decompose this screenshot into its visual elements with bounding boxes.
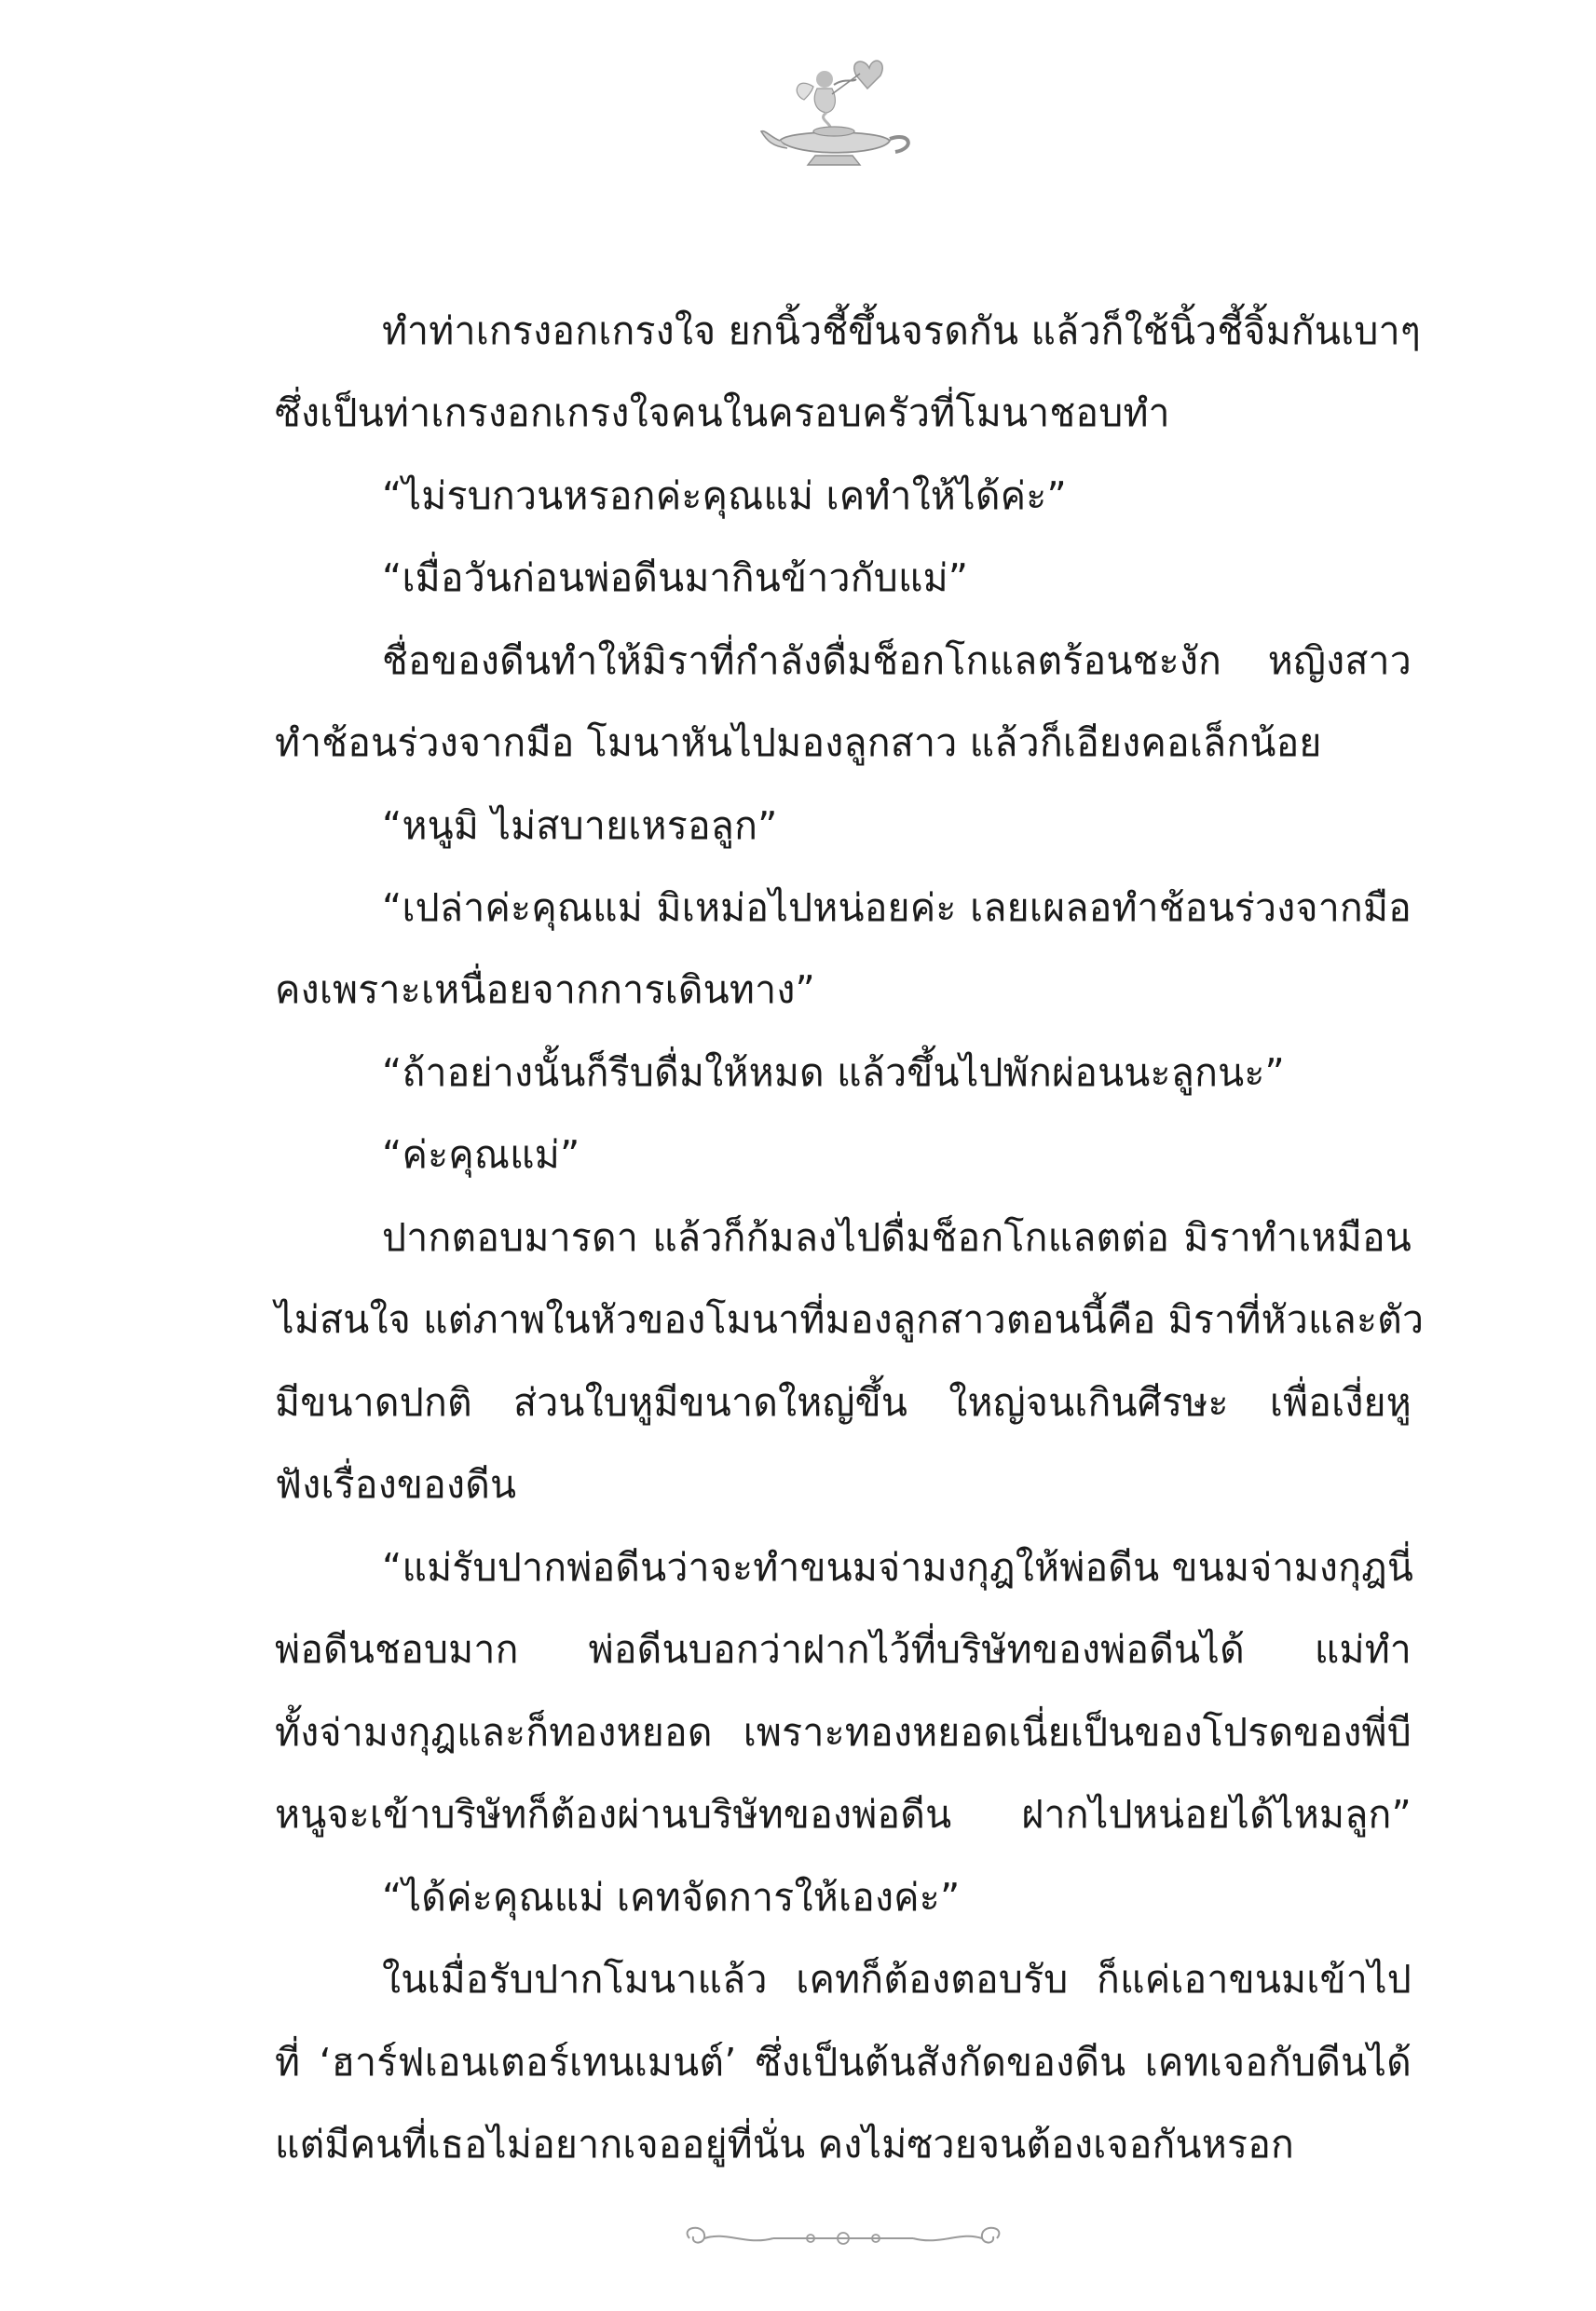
scroll-ornament-divider: [671, 2218, 1016, 2259]
text-line: “แม่รับปากพ่อดีนว่าจะทำขนมจ่ามงกุฎให้พ่อดีน ขนมจ่ามงกุฎนี่: [382, 1545, 1414, 1590]
text-line: “เปล่าค่ะคุณแม่ มิเหม่อไปหน่อยค่ะ เลยเผลอทำช้อนร่วงจากมือ: [382, 885, 1412, 930]
text-line: ทำช้อนร่วงจากมือ โมนาหันไปมองลูกสาว แล้วก็เอียงคอเล็กน้อย: [275, 720, 1322, 765]
text-line: ซึ่งเป็นท่าเกรงอกเกรงใจคนในครอบครัวที่โมนาชอบทำ: [275, 390, 1170, 435]
text-line: มีขนาดปกติ ส่วนใบหูมีขนาดใหญ่ขึ้น ใหญ่จนเกินศีรษะ เพื่อเงี่ยหู: [275, 1380, 1412, 1425]
text-line: พ่อดีนชอบมาก พ่อดีนบอกว่าฝากไว้ที่บริษัทของพ่อดีนได้ แม่ทำ: [275, 1627, 1412, 1672]
text-line: ทั้งจ่ามงกุฎและก็ทองหยอด เพราะทองหยอดเนี่ยเป็นของโปรดของพี่บี: [275, 1710, 1412, 1755]
text-line: “ไม่รบกวนหรอกค่ะคุณแม่ เคทำให้ได้ค่ะ”: [382, 473, 1067, 518]
text-line: ไม่สนใจ แต่ภาพในหัวของโมนาที่มองลูกสาวตอนนี้คือ มิราที่หัวและตัว: [275, 1297, 1425, 1342]
text-line: หนูจะเข้าบริษัทก็ต้องผ่านบริษัทของพ่อดีน ฝากไปหน่อยได้ไหมลูก”: [275, 1792, 1412, 1837]
text-line: “เมื่อวันก่อนพ่อดีนมากินข้าวกับแม่”: [382, 555, 969, 600]
text-line: “หนูมิ ไม่สบายเหรอลูก”: [382, 803, 778, 848]
text-line: ฟังเรื่องของดีน: [275, 1462, 517, 1507]
text-line: คงเพราะเหนื่อยจากการเดินทาง”: [275, 967, 815, 1012]
text-line: แต่มีคนที่เธอไม่อยากเจออยู่ที่นั่น คงไม่ซวยจนต้องเจอกันหรอก: [275, 2122, 1295, 2167]
text-line: “ถ้าอย่างนั้นก็รีบดื่มให้หมด แล้วขึ้นไปพักผ่อนนะลูกนะ”: [382, 1050, 1285, 1095]
text-line: ที่ ‘ฮาร์ฟเอนเตอร์เทนเมนต์’ ซึ่งเป็นต้นสังกัดของดีน เคทเจอกับดีนได้: [275, 2040, 1412, 2085]
text-line: “ค่ะคุณแม่”: [382, 1132, 580, 1177]
text-line: “ได้ค่ะคุณแม่ เคทจัดการให้เองค่ะ”: [382, 1875, 961, 1920]
text-line: ชื่อของดีนทำให้มิราที่กำลังดื่มช็อกโกแลตร้อนชะงัก หญิงสาว: [382, 638, 1412, 683]
text-line: ทำท่าเกรงอกเกรงใจ ยกนิ้วชี้ขึ้นจรดกัน แล้วก็ใช้นิ้วชี้จิ้มกันเบาๆ: [382, 308, 1422, 353]
text-line: ปากตอบมารดา แล้วก็ก้มลงไปดื่มช็อกโกแลตต่อ มิราทำเหมือน: [382, 1215, 1412, 1260]
text-line: ในเมื่อรับปากโมนาแล้ว เคทก็ต้องตอบรับ ก็แค่เอาขนมเข้าไป: [382, 1957, 1412, 2002]
